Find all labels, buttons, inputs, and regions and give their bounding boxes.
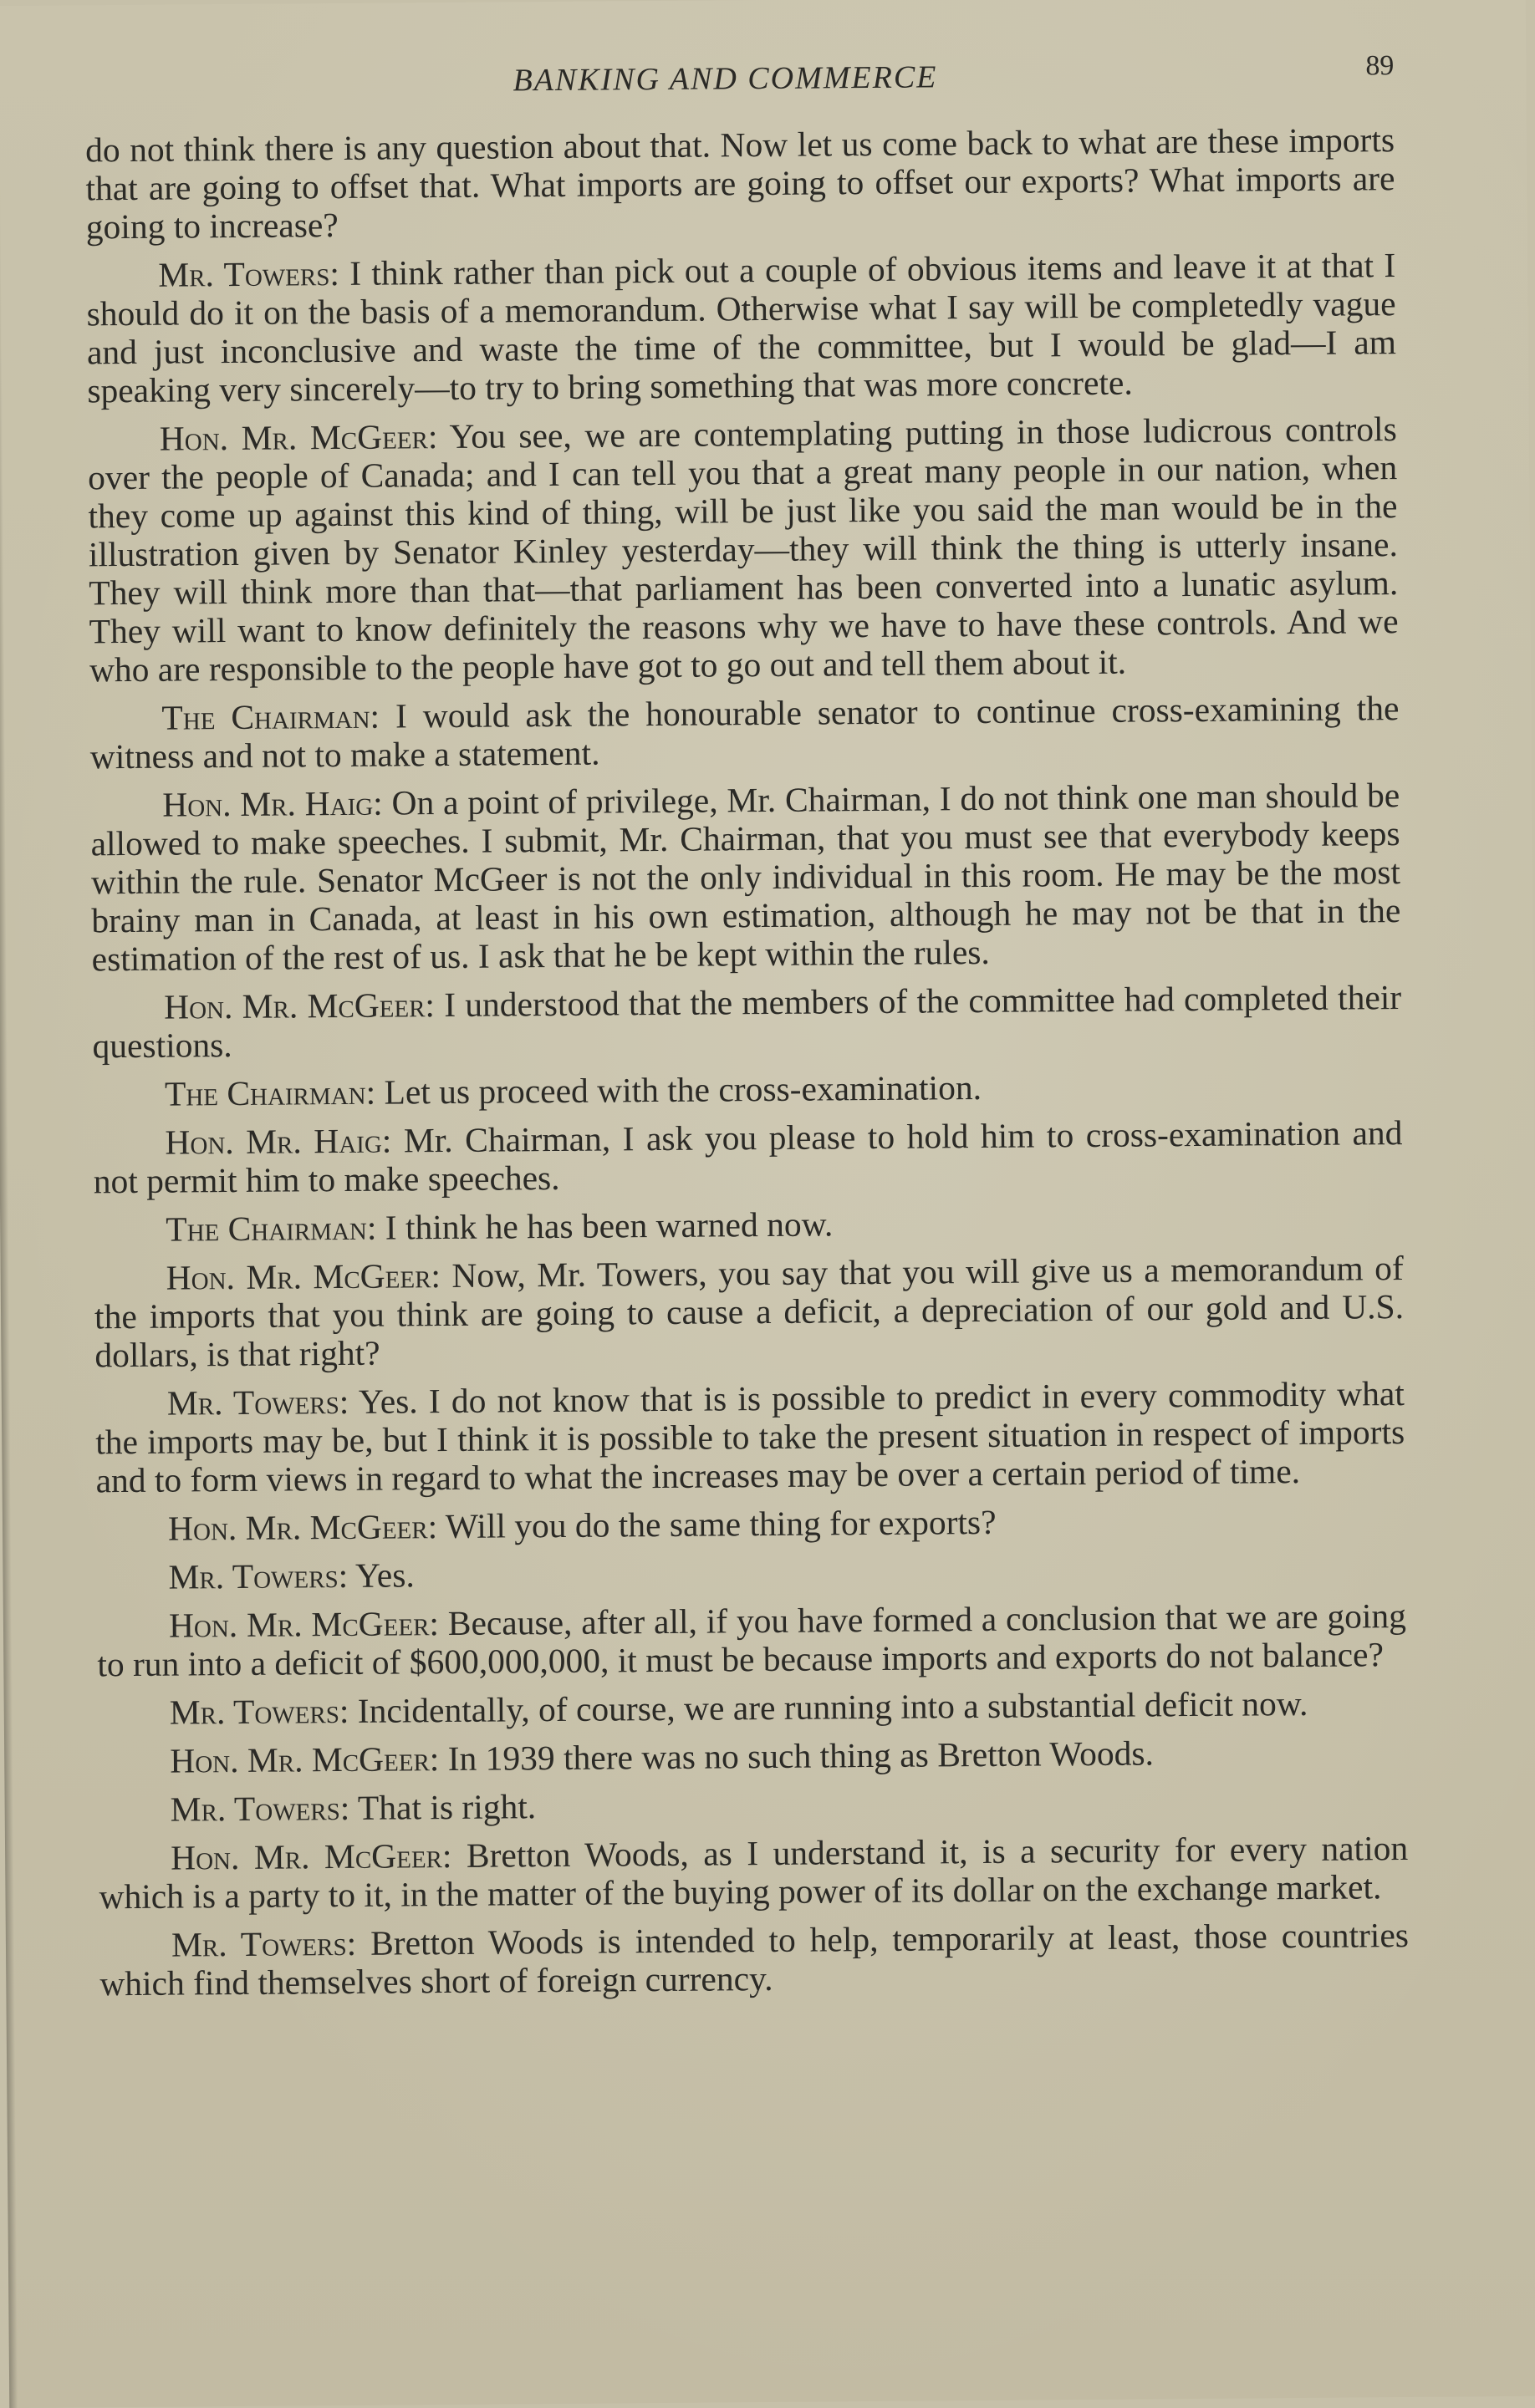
paragraph-text: Yes. I do not know that is is possible to predict in every commodity what the imports may be, but I think it is possible to take the present situation in respect of imports and to form views in regard to what the increases may be over a certain period of time. xyxy=(95,1374,1405,1500)
speech-paragraph xyxy=(99,1829,1409,1916)
speech-paragraph xyxy=(86,246,1396,410)
speaker-name: Hon. Mr. McGeer: xyxy=(163,985,436,1026)
speech-paragraph xyxy=(96,1499,1405,1548)
speaker-name: Mr. Towers: xyxy=(168,1555,349,1596)
speech-paragraph xyxy=(88,410,1399,689)
speaker-name: Hon. Mr. McGeer: xyxy=(170,1835,452,1877)
speaker-name: Mr. Towers: xyxy=(169,1691,349,1732)
paragraph-text: Yes. xyxy=(354,1555,415,1595)
speech-paragraph xyxy=(99,1780,1408,1829)
speech-paragraph xyxy=(89,689,1400,776)
speech-paragraph xyxy=(94,1200,1403,1249)
speech-paragraph xyxy=(92,978,1402,1065)
speech-paragraph xyxy=(93,1065,1402,1113)
paragraph-text: I would ask the honourable senator to continue cross-examining the witness and not to make a statement. xyxy=(89,689,1400,776)
speech-paragraph xyxy=(94,1249,1405,1374)
paragraph-text: Because, after all, if you have formed a conclusion that we are going to run into a deficit of $600,000,000, it must be because imports and exports do not balance? xyxy=(97,1596,1407,1684)
speech-paragraph xyxy=(98,1683,1407,1732)
paragraph-text: Mr. Chairman, I ask you please to hold him to cross-examination and not permit him to make speeches. xyxy=(93,1113,1403,1201)
speech-paragraph xyxy=(93,1113,1403,1200)
paragraph-text: Bretton Woods is intended to help, temporarily at least, those countries which find themselves short of foreign currency. xyxy=(99,1916,1410,2003)
paragraph-text: In 1939 there was no such thing as Bretton Woods. xyxy=(447,1733,1155,1779)
speech-paragraph xyxy=(98,1732,1407,1780)
paragraph-continuation xyxy=(85,120,1395,246)
speech-paragraph xyxy=(90,776,1401,978)
speaker-name: Mr. Towers: xyxy=(171,1923,357,1964)
paragraph-text: That is right. xyxy=(357,1787,537,1827)
speaker-name: Hon. Mr. McGeer: xyxy=(166,1256,441,1297)
speech-paragraph xyxy=(96,1548,1405,1596)
speaker-name: Mr. Towers: xyxy=(166,1382,349,1423)
speaker-name: Hon. Mr. McGeer: xyxy=(170,1739,440,1780)
speaker-name: The Chairman: xyxy=(161,696,380,737)
speaker-name: Mr. Towers: xyxy=(170,1788,350,1829)
paragraph-text: I understood that the members of the committee had completed their questions. xyxy=(92,978,1402,1066)
speaker-name: The Chairman: xyxy=(166,1208,377,1249)
paragraph-text: I think he has been warned now. xyxy=(385,1204,834,1247)
speaker-name: The Chairman: xyxy=(164,1072,376,1113)
paragraph-text: You see, we are contemplating putting in those ludicrous controls over the people of Canada; and I can tell you that a great many people in our nation, when they come up against this kind of thing, will be just like you said the man would be in the illustration given by Senator Kinley yesterday—they will think the thing is utterly insane. They will think more than that—that parliament has been converted into a lunatic asylum. They will want to know definitely the reasons why we have to have these controls. And we who are responsible to the people have got to go out and tell them about it. xyxy=(87,410,1399,690)
speech-paragraph xyxy=(99,1916,1410,2003)
paragraph-text: I think rather than pick out a couple of obvious items and leave it at that I should do it on the basis of a memorandum. Otherwise what I say will be completedly vague and just inconclusive and waste the time of the committee, but I would be glad—I am speaking very sincerely—to try to bring something that was more concrete. xyxy=(86,246,1397,410)
speech-paragraph xyxy=(97,1596,1407,1683)
page-header xyxy=(89,50,1394,110)
speaker-name: Mr. Towers: xyxy=(158,253,340,294)
paragraph-text: Now, Mr. Towers, you say that you will give us a memorandum of the imports that you think are going to cause a deficit, a depreciation of our gold and U.S. dollars, is that right? xyxy=(94,1249,1405,1375)
transcript-body xyxy=(85,120,1410,2013)
paragraph-text: Will you do the same thing for exports? xyxy=(445,1502,997,1546)
page-edge-shadow xyxy=(0,6,18,2408)
running-head: BANKING AND COMMERCE xyxy=(513,59,938,99)
speech-paragraph xyxy=(95,1374,1405,1499)
page-number: 89 xyxy=(1365,50,1395,82)
speaker-name: Hon. Mr. McGeer: xyxy=(167,1507,438,1548)
paragraph-text: On a point of privilege, Mr. Chairman, I do not think one man should be allowed to make speeches. I submit, Mr. Chairman, that you must see that everybody keeps within the rule. Senator McGeer is not the only individual in this room. He may be the most brainy man in Canada, at least in his own estimation, although he may not be that in the estimation of the rest of us. I ask that he be kept within the rules. xyxy=(90,776,1401,979)
paragraph-text: Let us proceed with the cross-examination. xyxy=(384,1067,982,1112)
speaker-name: Hon. Mr. McGeer: xyxy=(159,417,438,458)
speaker-name: Hon. Mr. Haig: xyxy=(165,1121,392,1162)
paragraph-text: Bretton Woods, as I understand it, is a security for every nation which is a party to it, in the matter of the buying power of its dollar on the exchange market. xyxy=(99,1829,1409,1917)
paragraph-text: do not think there is any question about that. Now let us come back to what are these imports that are going to offset that. What imports are going to offset our exports? What imports are going to increase? xyxy=(84,120,1395,247)
paragraph-text: Incidentally, of course, we are running into a substantial deficit now. xyxy=(357,1683,1308,1730)
speaker-name: Hon. Mr. McGeer: xyxy=(168,1604,440,1645)
speaker-name: Hon. Mr. Haig: xyxy=(162,783,383,824)
